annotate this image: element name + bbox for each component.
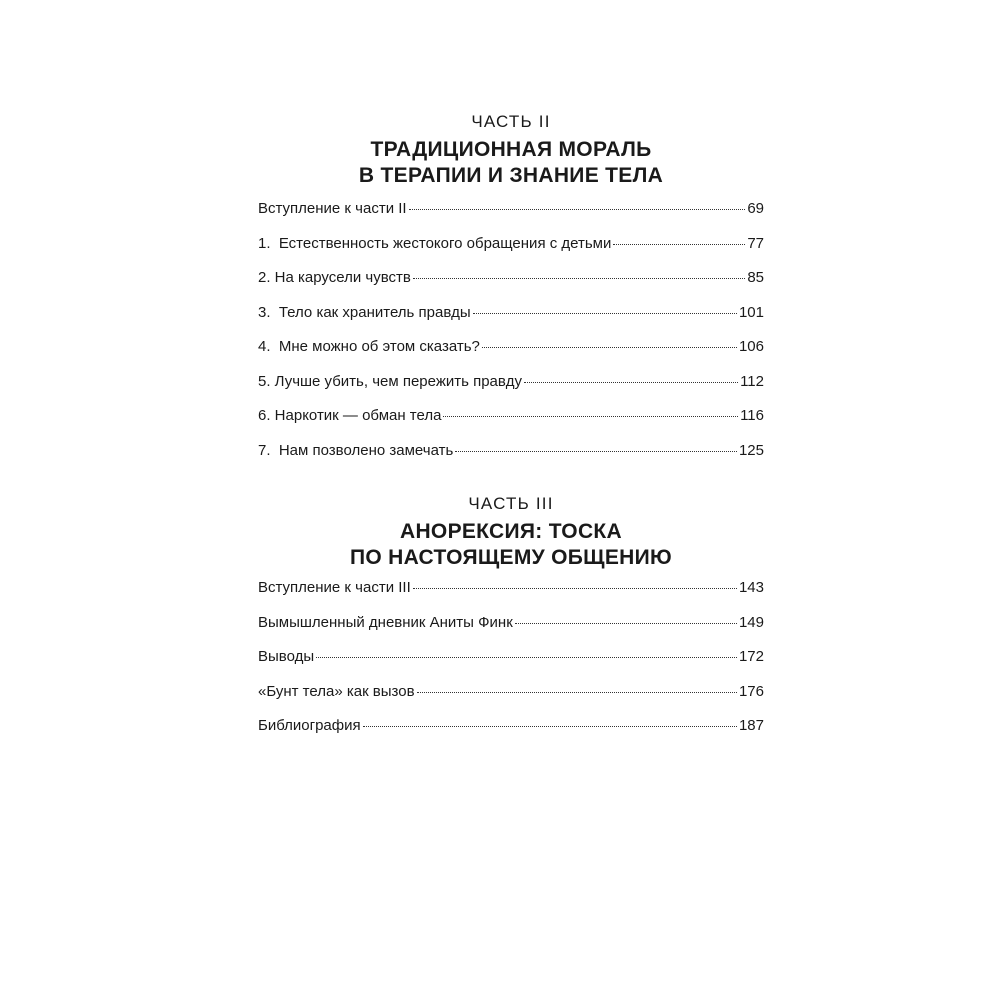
part-title-line-1: АНОРЕКСИЯ: ТОСКА bbox=[400, 520, 622, 543]
dot-leader bbox=[482, 333, 737, 348]
toc-entry[interactable] bbox=[258, 440, 764, 475]
toc-entry-title: Выводы bbox=[258, 648, 315, 665]
toc-entry-title: Вступление к части II bbox=[258, 200, 407, 217]
toc-entry[interactable] bbox=[258, 302, 764, 337]
dot-leader bbox=[413, 574, 737, 589]
toc-entry-page: 172 bbox=[738, 648, 764, 665]
toc-entry-title: «Бунт тела» как вызов bbox=[258, 682, 415, 700]
part-title-line-1: ТРАДИЦИОННАЯ МОРАЛЬ bbox=[370, 138, 652, 161]
toc-entry-page: 77 bbox=[747, 234, 764, 252]
part-label: ЧАСТЬ II bbox=[471, 112, 551, 131]
toc-entry-title: Вступление к части III bbox=[258, 579, 411, 596]
dot-leader bbox=[417, 678, 737, 693]
toc-entry-page: 85 bbox=[747, 269, 764, 286]
part-title bbox=[258, 519, 764, 571]
toc-entry-page: 112 bbox=[740, 372, 764, 390]
dot-leader bbox=[413, 264, 745, 279]
toc-entry[interactable] bbox=[258, 715, 764, 750]
toc-entry-title: Вымышленный дневник Аниты Финк bbox=[258, 613, 513, 631]
toc-list bbox=[258, 198, 764, 474]
toc-entry-title: 5. Лучше убить, чем пережить правду bbox=[258, 372, 522, 390]
toc-entry[interactable] bbox=[258, 646, 764, 681]
part-label: ЧАСТЬ III bbox=[468, 494, 554, 513]
toc-entry-page: 101 bbox=[738, 303, 764, 321]
toc-list bbox=[258, 577, 764, 750]
toc-entry-page: 149 bbox=[738, 613, 764, 631]
dot-leader bbox=[473, 299, 737, 314]
toc-entry-page: 125 bbox=[738, 441, 764, 459]
toc-entry-page: 106 bbox=[738, 338, 764, 355]
dot-leader bbox=[515, 609, 737, 624]
dot-leader bbox=[524, 368, 738, 383]
part-2-section bbox=[258, 108, 764, 459]
dot-leader bbox=[316, 643, 737, 658]
toc-entry[interactable] bbox=[258, 612, 764, 647]
dot-leader bbox=[455, 437, 737, 452]
toc-entry-title: 4. Мне можно об этом сказать? bbox=[258, 338, 480, 355]
toc-entry-title: Библиография bbox=[258, 717, 361, 734]
toc-entry-page: 116 bbox=[740, 407, 764, 424]
toc-entry[interactable] bbox=[258, 336, 764, 371]
toc-entry-title: 2. На карусели чувств bbox=[258, 269, 411, 286]
toc-entry-page: 143 bbox=[738, 579, 764, 596]
dot-leader bbox=[363, 712, 737, 727]
toc-entry[interactable] bbox=[258, 198, 764, 233]
toc-entry[interactable] bbox=[258, 371, 764, 406]
toc-entry-page: 187 bbox=[738, 717, 764, 734]
dot-leader bbox=[443, 402, 738, 417]
toc-entry-title: 1. Естественность жестокого обращения с детьми bbox=[258, 234, 612, 252]
toc-entry[interactable] bbox=[258, 577, 764, 612]
part-title-line-2: ПО НАСТОЯЩЕМУ ОБЩЕНИЮ bbox=[349, 546, 673, 569]
toc-entry-page: 176 bbox=[738, 682, 764, 700]
part-3-section bbox=[258, 490, 764, 734]
dot-leader bbox=[613, 230, 745, 245]
toc-entry[interactable] bbox=[258, 267, 764, 302]
dot-leader bbox=[409, 195, 746, 210]
part-title-line-2: В ТЕРАПИИ И ЗНАНИЕ ТЕЛА bbox=[358, 164, 664, 187]
toc-entry-title: 3. Тело как хранитель правды bbox=[258, 303, 471, 321]
toc-entry[interactable] bbox=[258, 681, 764, 716]
toc-entry-title: 7. Нам позволено замечать bbox=[258, 441, 454, 459]
toc-entry-title: 6. Наркотик — обман тела bbox=[258, 407, 442, 424]
toc-entry[interactable] bbox=[258, 233, 764, 268]
toc-entry[interactable] bbox=[258, 405, 764, 440]
part-title bbox=[258, 137, 764, 189]
toc-entry-page: 69 bbox=[747, 200, 764, 217]
